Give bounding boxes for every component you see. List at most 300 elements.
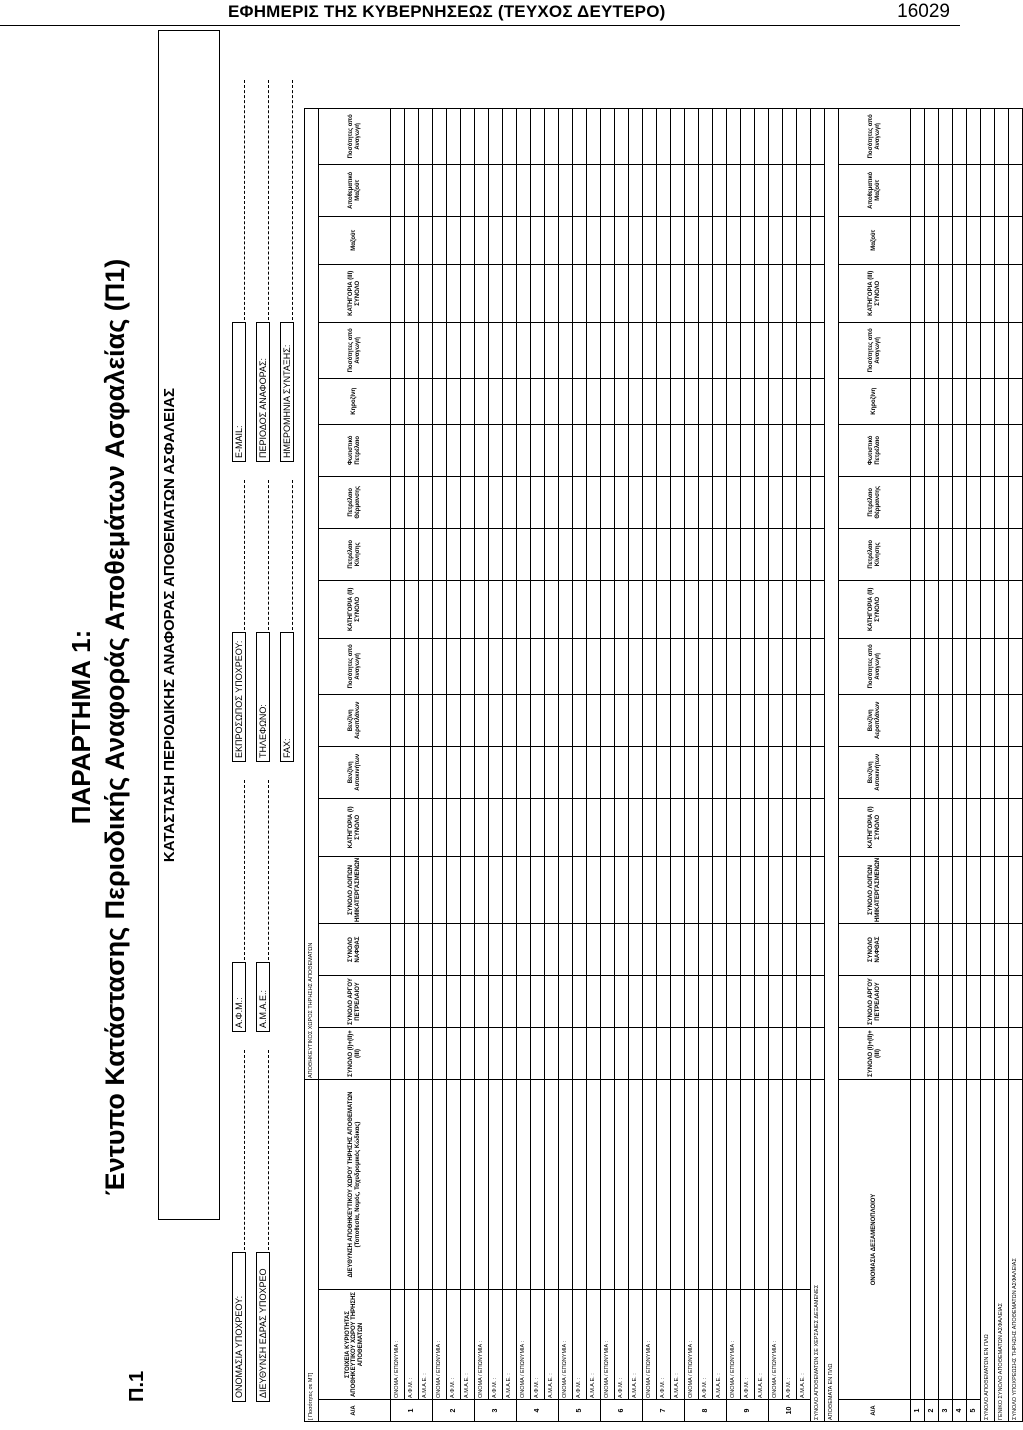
table-cell[interactable] xyxy=(601,580,615,638)
date-field-line[interactable] xyxy=(292,80,293,320)
table-cell[interactable] xyxy=(953,108,967,164)
table-cell[interactable] xyxy=(939,264,953,322)
table-cell[interactable] xyxy=(447,476,461,528)
table-cell[interactable] xyxy=(967,856,981,923)
table-cell[interactable] xyxy=(503,476,517,528)
table-cell[interactable] xyxy=(405,264,419,322)
table-cell[interactable] xyxy=(811,976,825,1028)
table-cell[interactable] xyxy=(911,638,925,694)
table-cell[interactable] xyxy=(657,1028,671,1080)
table-cell[interactable] xyxy=(995,322,1009,378)
table-cell[interactable] xyxy=(713,216,727,264)
table-cell[interactable] xyxy=(531,424,545,476)
table-cell[interactable] xyxy=(657,638,671,694)
table-cell[interactable] xyxy=(657,424,671,476)
table-cell[interactable] xyxy=(699,164,713,216)
table-cell[interactable] xyxy=(783,638,797,694)
table-cell[interactable] xyxy=(545,638,559,694)
table-cell[interactable] xyxy=(911,694,925,746)
table-cell[interactable] xyxy=(545,528,559,580)
table-cell[interactable] xyxy=(953,216,967,264)
table-cell[interactable] xyxy=(995,528,1009,580)
table-cell[interactable] xyxy=(419,528,433,580)
table-cell[interactable] xyxy=(573,476,587,528)
table-cell[interactable] xyxy=(531,638,545,694)
table-cell[interactable] xyxy=(911,528,925,580)
table-cell[interactable] xyxy=(797,476,811,528)
table-cell[interactable] xyxy=(615,378,629,424)
table-cell[interactable] xyxy=(601,638,615,694)
table-cell[interactable] xyxy=(939,856,953,923)
table-cell[interactable] xyxy=(643,976,657,1028)
name-field-line[interactable] xyxy=(244,1050,245,1250)
table-cell[interactable] xyxy=(797,746,811,798)
table-cell[interactable] xyxy=(713,856,727,923)
table-cell[interactable] xyxy=(475,976,489,1028)
table-cell[interactable] xyxy=(685,528,699,580)
table-cell[interactable] xyxy=(559,164,573,216)
table-cell[interactable] xyxy=(1009,856,1023,923)
table-cell[interactable] xyxy=(587,424,601,476)
table-cell[interactable] xyxy=(475,1080,489,1290)
table-cell[interactable] xyxy=(643,528,657,580)
table-cell[interactable] xyxy=(461,976,475,1028)
table-cell[interactable] xyxy=(995,746,1009,798)
table-cell[interactable] xyxy=(657,264,671,322)
table-cell[interactable] xyxy=(489,378,503,424)
table-cell[interactable] xyxy=(685,424,699,476)
table-cell[interactable] xyxy=(489,264,503,322)
table-cell[interactable] xyxy=(981,424,995,476)
table-cell[interactable] xyxy=(755,638,769,694)
table-cell[interactable] xyxy=(573,694,587,746)
table-cell[interactable] xyxy=(783,924,797,976)
table-cell[interactable] xyxy=(461,580,475,638)
table-cell[interactable] xyxy=(629,976,643,1028)
table-cell[interactable] xyxy=(727,746,741,798)
table-cell[interactable] xyxy=(461,476,475,528)
table-cell[interactable] xyxy=(601,264,615,322)
table-cell[interactable] xyxy=(587,856,601,923)
table-cell[interactable] xyxy=(587,1080,601,1290)
table-cell[interactable] xyxy=(531,378,545,424)
table-cell[interactable] xyxy=(601,216,615,264)
table-cell[interactable] xyxy=(967,424,981,476)
table-cell[interactable] xyxy=(727,528,741,580)
table-cell[interactable] xyxy=(967,798,981,856)
table-cell[interactable] xyxy=(911,216,925,264)
table-cell[interactable] xyxy=(391,424,405,476)
table-cell[interactable] xyxy=(741,264,755,322)
table-cell[interactable] xyxy=(685,924,699,976)
table-cell[interactable] xyxy=(685,638,699,694)
table-cell[interactable] xyxy=(925,378,939,424)
table-cell[interactable] xyxy=(419,856,433,923)
table-cell[interactable] xyxy=(741,798,755,856)
table-cell[interactable] xyxy=(727,476,741,528)
table-cell[interactable] xyxy=(671,1028,685,1080)
table-cell[interactable] xyxy=(953,424,967,476)
table-cell[interactable] xyxy=(503,580,517,638)
table-cell[interactable] xyxy=(545,1080,559,1290)
table-cell[interactable] xyxy=(475,424,489,476)
table-cell[interactable] xyxy=(489,638,503,694)
table-cell[interactable] xyxy=(601,528,615,580)
table-cell[interactable] xyxy=(1009,798,1023,856)
table-cell[interactable] xyxy=(797,264,811,322)
table-cell[interactable] xyxy=(587,264,601,322)
table-cell[interactable] xyxy=(713,322,727,378)
table-cell[interactable] xyxy=(699,856,713,923)
table-cell[interactable] xyxy=(405,694,419,746)
table-cell[interactable] xyxy=(939,746,953,798)
table-cell[interactable] xyxy=(755,856,769,923)
table-cell[interactable] xyxy=(911,424,925,476)
table-cell[interactable] xyxy=(461,856,475,923)
table-cell[interactable] xyxy=(461,108,475,164)
table-cell[interactable] xyxy=(601,746,615,798)
table-cell[interactable] xyxy=(671,580,685,638)
table-cell[interactable] xyxy=(405,1080,419,1290)
table-cell[interactable] xyxy=(629,216,643,264)
table-cell[interactable] xyxy=(573,638,587,694)
table-cell[interactable] xyxy=(629,746,643,798)
table-cell[interactable] xyxy=(461,378,475,424)
table-cell[interactable] xyxy=(503,164,517,216)
table-cell[interactable] xyxy=(447,424,461,476)
table-cell[interactable] xyxy=(783,580,797,638)
table-cell[interactable] xyxy=(615,1028,629,1080)
table-cell[interactable] xyxy=(433,580,447,638)
table-cell[interactable] xyxy=(783,322,797,378)
table-cell[interactable] xyxy=(629,424,643,476)
table-cell[interactable] xyxy=(967,264,981,322)
table-cell[interactable] xyxy=(685,694,699,746)
table-cell[interactable] xyxy=(489,856,503,923)
table-cell[interactable] xyxy=(643,924,657,976)
table-cell[interactable] xyxy=(911,924,925,976)
table-cell[interactable] xyxy=(545,746,559,798)
table-cell[interactable] xyxy=(811,378,825,424)
table-cell[interactable] xyxy=(995,378,1009,424)
table-cell[interactable] xyxy=(657,164,671,216)
table-cell[interactable] xyxy=(447,322,461,378)
table-cell[interactable] xyxy=(797,924,811,976)
table-cell[interactable] xyxy=(953,694,967,746)
table-cell[interactable] xyxy=(405,322,419,378)
table-cell[interactable] xyxy=(391,1028,405,1080)
table-cell[interactable] xyxy=(545,924,559,976)
table-cell[interactable] xyxy=(531,976,545,1028)
table-cell[interactable] xyxy=(783,1028,797,1080)
table-cell[interactable] xyxy=(447,378,461,424)
table-cell[interactable] xyxy=(573,424,587,476)
table-cell[interactable] xyxy=(925,746,939,798)
table-cell[interactable] xyxy=(545,264,559,322)
table-cell[interactable] xyxy=(615,164,629,216)
table-cell[interactable] xyxy=(601,1028,615,1080)
table-cell[interactable] xyxy=(657,108,671,164)
table-cell[interactable] xyxy=(545,856,559,923)
table-cell[interactable] xyxy=(629,164,643,216)
table-cell[interactable] xyxy=(489,528,503,580)
table-cell[interactable] xyxy=(939,798,953,856)
table-cell[interactable] xyxy=(573,924,587,976)
table-cell[interactable] xyxy=(925,264,939,322)
table-cell[interactable] xyxy=(587,216,601,264)
table-cell[interactable] xyxy=(953,856,967,923)
table-cell[interactable] xyxy=(1009,164,1023,216)
table-cell[interactable] xyxy=(925,798,939,856)
table-cell[interactable] xyxy=(475,264,489,322)
table-cell[interactable] xyxy=(489,924,503,976)
table-cell[interactable] xyxy=(685,1028,699,1080)
table-cell[interactable] xyxy=(587,694,601,746)
table-cell[interactable] xyxy=(727,1028,741,1080)
table-cell[interactable] xyxy=(573,976,587,1028)
table-cell[interactable] xyxy=(981,216,995,264)
table-cell[interactable] xyxy=(981,798,995,856)
table-cell[interactable] xyxy=(671,424,685,476)
table-cell[interactable] xyxy=(995,424,1009,476)
table-cell[interactable] xyxy=(671,856,685,923)
table-cell[interactable] xyxy=(461,164,475,216)
table-cell[interactable] xyxy=(601,108,615,164)
table-cell[interactable] xyxy=(911,580,925,638)
table-cell[interactable] xyxy=(713,476,727,528)
table-cell[interactable] xyxy=(475,322,489,378)
table-cell[interactable] xyxy=(953,746,967,798)
table-cell[interactable] xyxy=(769,378,783,424)
table-cell[interactable] xyxy=(391,976,405,1028)
table-cell[interactable] xyxy=(699,580,713,638)
table-cell[interactable] xyxy=(685,264,699,322)
table-cell[interactable] xyxy=(741,164,755,216)
table-cell[interactable] xyxy=(545,108,559,164)
table-cell[interactable] xyxy=(615,856,629,923)
table-cell[interactable] xyxy=(981,976,995,1028)
table-cell[interactable] xyxy=(797,164,811,216)
table-cell[interactable] xyxy=(517,976,531,1028)
table-cell[interactable] xyxy=(769,322,783,378)
table-cell[interactable] xyxy=(601,322,615,378)
table-cell[interactable] xyxy=(981,528,995,580)
table-cell[interactable] xyxy=(391,580,405,638)
table-cell[interactable] xyxy=(769,528,783,580)
table-cell[interactable] xyxy=(685,164,699,216)
table-cell[interactable] xyxy=(601,164,615,216)
table-cell[interactable] xyxy=(587,580,601,638)
table-cell[interactable] xyxy=(699,528,713,580)
table-cell[interactable] xyxy=(559,976,573,1028)
table-cell[interactable] xyxy=(447,1080,461,1290)
table-cell[interactable] xyxy=(769,798,783,856)
table-cell[interactable] xyxy=(797,378,811,424)
table-cell[interactable] xyxy=(531,1080,545,1290)
table-cell[interactable] xyxy=(503,264,517,322)
table-cell[interactable] xyxy=(419,580,433,638)
table-cell[interactable] xyxy=(657,1080,671,1290)
table-cell[interactable] xyxy=(657,528,671,580)
table-cell[interactable] xyxy=(953,1028,967,1080)
table-cell[interactable] xyxy=(713,1080,727,1290)
table-cell[interactable] xyxy=(811,856,825,923)
table-cell[interactable] xyxy=(643,108,657,164)
table-cell[interactable] xyxy=(797,108,811,164)
table-cell[interactable] xyxy=(939,1028,953,1080)
table-cell[interactable] xyxy=(713,528,727,580)
table-cell[interactable] xyxy=(601,976,615,1028)
table-cell[interactable] xyxy=(727,164,741,216)
table-cell[interactable] xyxy=(503,924,517,976)
table-cell[interactable] xyxy=(939,424,953,476)
table-cell[interactable] xyxy=(489,424,503,476)
table-cell[interactable] xyxy=(573,580,587,638)
table-cell[interactable] xyxy=(671,216,685,264)
table-cell[interactable] xyxy=(405,746,419,798)
table-cell[interactable] xyxy=(489,798,503,856)
table-cell[interactable] xyxy=(783,746,797,798)
table-cell[interactable] xyxy=(643,378,657,424)
table-cell[interactable] xyxy=(727,638,741,694)
table-cell[interactable] xyxy=(671,322,685,378)
table-cell[interactable] xyxy=(629,378,643,424)
table-cell[interactable] xyxy=(685,378,699,424)
table-cell[interactable] xyxy=(517,1028,531,1080)
table-cell[interactable] xyxy=(783,378,797,424)
table-cell[interactable] xyxy=(783,476,797,528)
table-cell[interactable] xyxy=(727,580,741,638)
table-cell[interactable] xyxy=(447,924,461,976)
table-cell[interactable] xyxy=(545,378,559,424)
table-cell[interactable] xyxy=(475,528,489,580)
table-cell[interactable] xyxy=(531,108,545,164)
table-cell[interactable] xyxy=(953,264,967,322)
table-cell[interactable] xyxy=(657,798,671,856)
table-cell[interactable] xyxy=(811,216,825,264)
table-cell[interactable] xyxy=(741,476,755,528)
table-cell[interactable] xyxy=(657,694,671,746)
table-cell[interactable] xyxy=(545,476,559,528)
table-cell[interactable] xyxy=(727,322,741,378)
table-cell[interactable] xyxy=(503,424,517,476)
table-cell[interactable] xyxy=(643,580,657,638)
table-cell[interactable] xyxy=(517,264,531,322)
table-cell[interactable] xyxy=(671,798,685,856)
table-cell[interactable] xyxy=(1009,216,1023,264)
table-cell[interactable] xyxy=(811,264,825,322)
table-cell[interactable] xyxy=(517,580,531,638)
table-cell[interactable] xyxy=(953,322,967,378)
table-cell[interactable] xyxy=(741,856,755,923)
period-field-line[interactable] xyxy=(268,80,269,320)
table-cell[interactable] xyxy=(769,924,783,976)
table-cell[interactable] xyxy=(643,798,657,856)
table-cell[interactable] xyxy=(587,1028,601,1080)
table-cell[interactable] xyxy=(741,924,755,976)
table-cell[interactable] xyxy=(657,580,671,638)
table-cell[interactable] xyxy=(741,1028,755,1080)
table-cell[interactable] xyxy=(741,216,755,264)
table-cell[interactable] xyxy=(489,216,503,264)
table-cell[interactable] xyxy=(657,322,671,378)
table-cell[interactable] xyxy=(811,424,825,476)
table-cell[interactable] xyxy=(911,1028,925,1080)
table-cell[interactable] xyxy=(797,798,811,856)
table-cell[interactable] xyxy=(475,924,489,976)
table-cell[interactable] xyxy=(769,108,783,164)
table-cell[interactable] xyxy=(911,798,925,856)
table-cell[interactable] xyxy=(503,976,517,1028)
table-cell[interactable] xyxy=(615,216,629,264)
table-cell[interactable] xyxy=(925,856,939,923)
table-cell[interactable] xyxy=(981,580,995,638)
table-cell[interactable] xyxy=(699,798,713,856)
table-cell[interactable] xyxy=(769,216,783,264)
table-cell[interactable] xyxy=(699,746,713,798)
table-cell[interactable] xyxy=(925,694,939,746)
table-cell[interactable] xyxy=(699,976,713,1028)
table-cell[interactable] xyxy=(419,798,433,856)
table-cell[interactable] xyxy=(769,638,783,694)
table-cell[interactable] xyxy=(433,746,447,798)
table-cell[interactable] xyxy=(995,1028,1009,1080)
table-cell[interactable] xyxy=(741,378,755,424)
table-cell[interactable] xyxy=(503,694,517,746)
table-cell[interactable] xyxy=(727,108,741,164)
table-cell[interactable] xyxy=(925,322,939,378)
table-cell[interactable] xyxy=(911,476,925,528)
table-cell[interactable] xyxy=(405,476,419,528)
table-cell[interactable] xyxy=(391,798,405,856)
table-cell[interactable] xyxy=(447,580,461,638)
table-cell[interactable] xyxy=(433,798,447,856)
table-cell[interactable] xyxy=(797,216,811,264)
table-cell[interactable] xyxy=(419,976,433,1028)
table-cell[interactable] xyxy=(405,856,419,923)
table-cell[interactable] xyxy=(671,638,685,694)
table-cell[interactable] xyxy=(995,216,1009,264)
table-cell[interactable] xyxy=(391,528,405,580)
table-cell[interactable] xyxy=(981,638,995,694)
table-cell[interactable] xyxy=(967,476,981,528)
table-cell[interactable] xyxy=(517,746,531,798)
table-cell[interactable] xyxy=(671,1080,685,1290)
table-cell[interactable] xyxy=(685,580,699,638)
table-cell[interactable] xyxy=(559,1080,573,1290)
table-cell[interactable] xyxy=(615,746,629,798)
table-cell[interactable] xyxy=(769,746,783,798)
table-cell[interactable] xyxy=(741,580,755,638)
table-cell[interactable] xyxy=(685,856,699,923)
table-cell[interactable] xyxy=(433,164,447,216)
table-cell[interactable] xyxy=(433,924,447,976)
table-cell[interactable] xyxy=(405,378,419,424)
table-cell[interactable] xyxy=(925,424,939,476)
table-cell[interactable] xyxy=(433,528,447,580)
table-cell[interactable] xyxy=(615,424,629,476)
table-cell[interactable] xyxy=(489,580,503,638)
table-cell[interactable] xyxy=(995,694,1009,746)
table-cell[interactable] xyxy=(699,638,713,694)
table-cell[interactable] xyxy=(685,798,699,856)
table-cell[interactable] xyxy=(685,322,699,378)
table-cell[interactable] xyxy=(419,264,433,322)
table-cell[interactable] xyxy=(433,108,447,164)
table-cell[interactable] xyxy=(755,108,769,164)
table-cell[interactable] xyxy=(475,476,489,528)
table-cell[interactable] xyxy=(461,694,475,746)
